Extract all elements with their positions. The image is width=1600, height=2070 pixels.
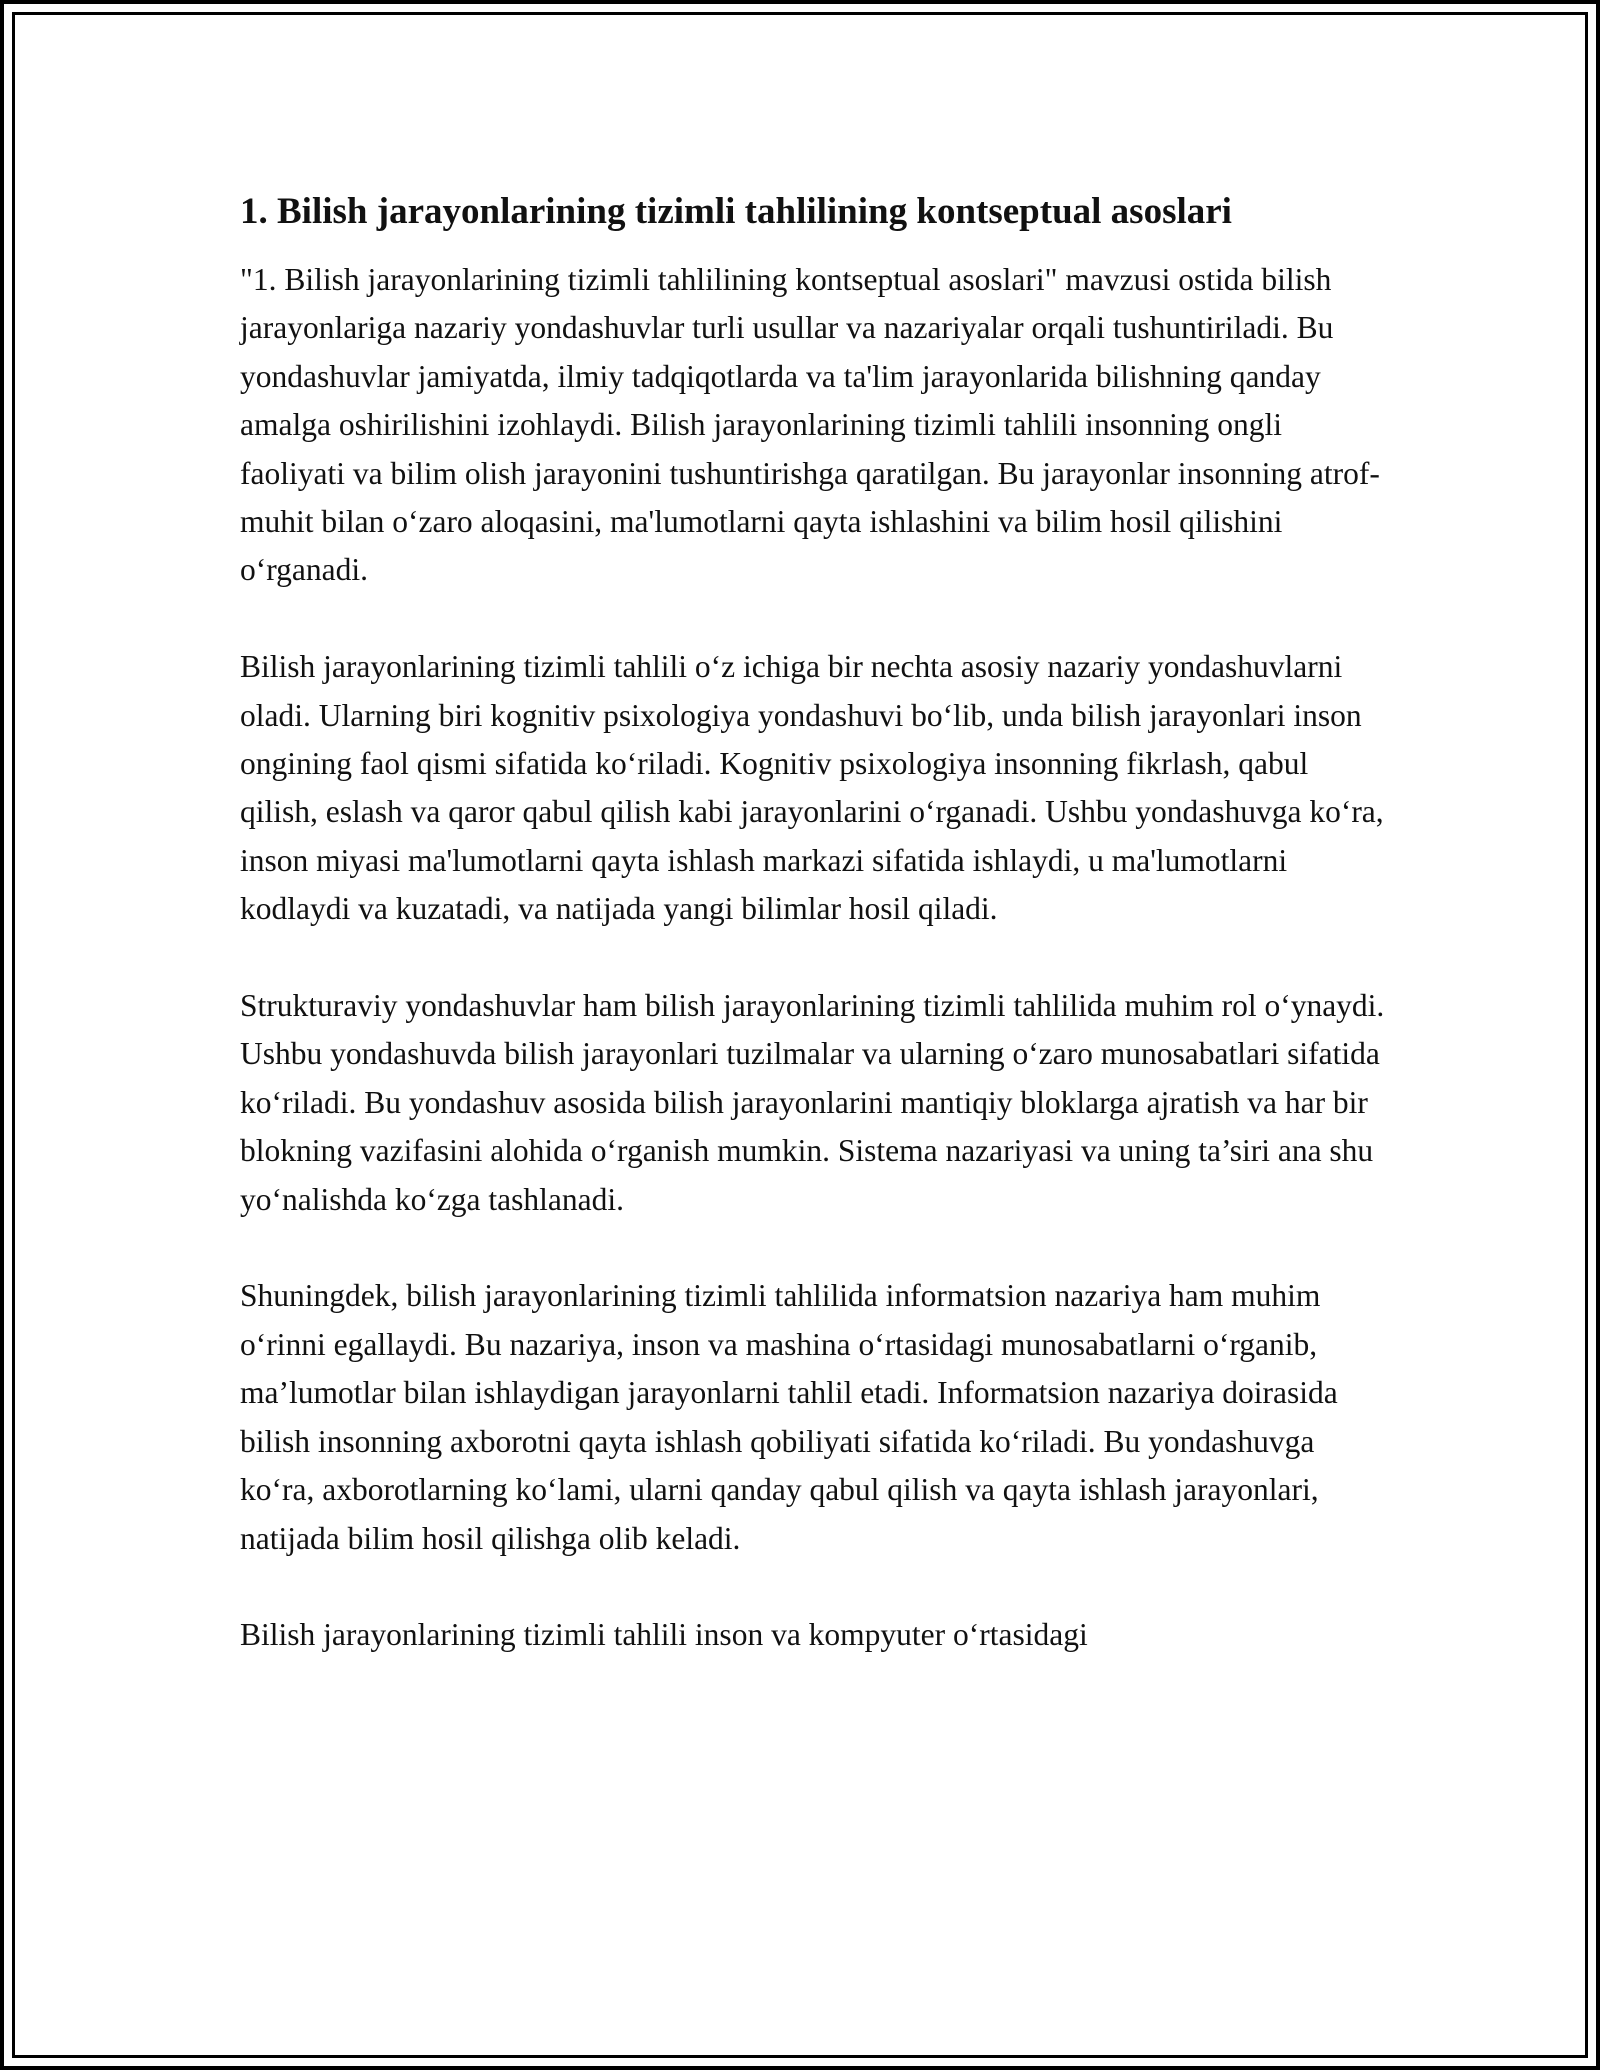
paragraph-1: "1. Bilish jarayonlarining tizimli tahlilining kontseptual asoslari" mavzusi ostida bilish jarayonlariga nazariy yondashuvlar turli usullar va nazariyalar orqali tushuntiriladi. Bu yondashuvlar jamiyatda, ilmiy tadqiqotlarda va ta'lim jarayonlarida bilishning qanday amalga oshirilishini izohlaydi. Bilish jarayonlarining tizimli tahlili insonning ongli faoliyati va bilim olish jarayonini tushuntirishga qaratilgan. Bu jarayonlar insonning atrof-muhit bilan o‘zaro aloqasini, ma'lumotlarni qayta ishlashini va bilim hosil qilishini o‘rganadi. — [240, 262, 1380, 588]
section-heading: 1. Bilish jarayonlarining tizimli tahlilining kontseptual asoslari — [240, 191, 1232, 232]
paragraph-4: Shuningdek, bilish jarayonlarining tizimli tahlilida informatsion nazariya ham muhim o‘rinni egallaydi. Bu nazariya, inson va mashina o‘rtasidagi munosabatlarni o‘rganib, ma’lumotlar bilan ishlaydigan jarayonlarni tahlil etadi. Informatsion nazariya doirasida bilish insonning axborotni qayta ishlash qobiliyati sifatida ko‘riladi. Bu yondashuvga ko‘ra, axborotlarning ko‘lami, ularni qanday qabul qilish va qayta ishlash jarayonlari, natijada bilim hosil qilishga olib keladi. — [240, 1278, 1338, 1556]
document-body — [240, 188, 1390, 1660]
paragraph-5: Bilish jarayonlarining tizimli tahlili inson va kompyuter o‘rtasidagi — [240, 1617, 1088, 1653]
paragraph-3: Strukturaviy yondashuvlar ham bilish jarayonlarining tizimli tahlilida muhim rol o‘ynaydi. Ushbu yondashuvda bilish jarayonlari tuzilmalar va ularning o‘zaro munosabatlari sifatida ko‘riladi. Bu yondashuv asosida bilish jarayonlarini mantiqiy bloklarga ajratish va har bir blokning vazifasini alohida o‘rganish mumkin. Sistema nazariyasi va uning ta’siri ana shu yo‘nalishda ko‘zga tashlanadi. — [240, 988, 1385, 1217]
paragraph-2: Bilish jarayonlarining tizimli tahlili o‘z ichiga bir nechta asosiy nazariy yondashuvlarni oladi. Ularning biri kognitiv psixologiya yondashuvi bo‘lib, unda bilish jarayonlari inson ongining faol qismi sifatida ko‘riladi. Kognitiv psixologiya insonning fikrlash, qabul qilish, eslash va qaror qabul qilish kabi jarayonlarini o‘rganadi. Ushbu yondashuvga ko‘ra, inson miyasi ma'lumotlarni qayta ishlash markazi sifatida ishlaydi, u ma'lumotlarni kodlaydi va kuzatadi, va natijada yangi bilimlar hosil qiladi. — [240, 649, 1384, 927]
